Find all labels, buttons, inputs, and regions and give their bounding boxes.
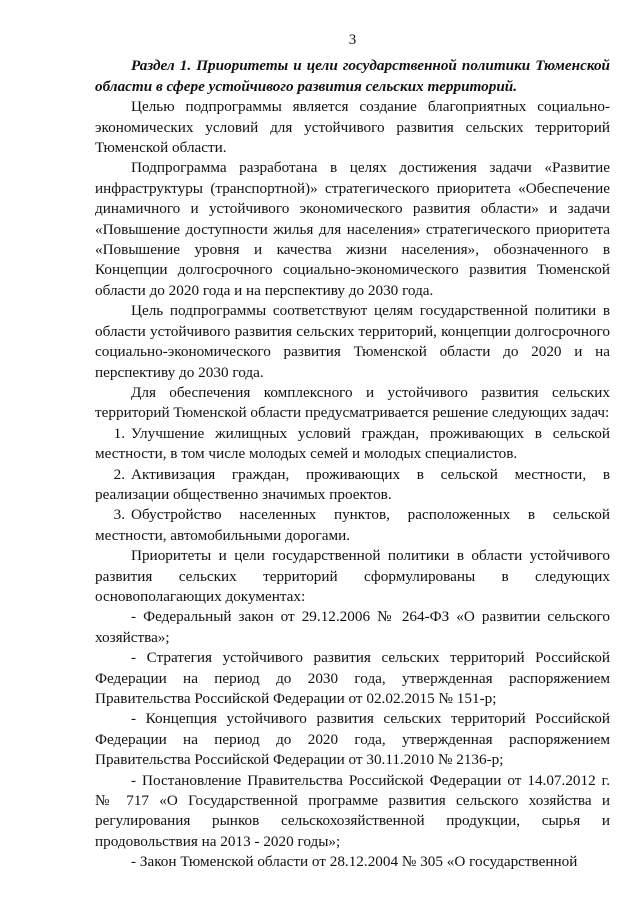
- document-item-strategy: - Стратегия устойчивого развития сельских территорий Российской Федерации на период до 2030 года, утвержденная распоряжением Правительства Российской Федерации от 02.02.2015 № 151-р;: [95, 649, 610, 707]
- task-number: 1.: [113, 424, 125, 442]
- paragraph-correspond: Цель подпрограммы соответствуют целям государственной политики в области устойчивого развития сельских территорий, концепции долгосрочного социально-экономического развития Тюменской области до 2020 и на перспективу до 2030 года.: [95, 302, 610, 381]
- document-item-government-resolution: - Постановление Правительства Российской Федерации от 14.07.2012 г. № 717 «О Государственной программе развития сельского хозяйства и регулирования рынков сельскохозяйственной продукции, сырья и продовольствия на 2013 - 2020 годы»;: [95, 771, 610, 850]
- task-item-1: [95, 424, 610, 465]
- page-number: 3: [348, 32, 357, 48]
- task-text: Активизация граждан, проживающих в сельской местности, в реализации общественно значимых проектов.: [95, 465, 610, 503]
- document-item-concept: - Концепция устойчивого развития сельских территорий Российской Федерации на период до 2020 года, утвержденная распоряжением Правительства Российской Федерации от 30.11.2010 № 2136-р;: [95, 710, 610, 769]
- paragraph-tasks-intro: Для обеспечения комплексного и устойчивого развития сельских территорий Тюменской области предусматривается решение следующих задач:: [95, 383, 610, 422]
- task-item-3: [95, 505, 610, 546]
- document-item-regional-law: - Закон Тюменской области от 28.12.2004 № 305 «О государственной: [131, 853, 578, 871]
- task-text: Улучшение жилищных условий граждан, проживающих в сельской местности, в том числе молодых семей и молодых специалистов.: [95, 424, 610, 463]
- task-text: Обустройство населенных пунктов, расположенных в сельской местности, автомобильными дорогами.: [95, 506, 610, 544]
- task-item-2: [95, 465, 610, 506]
- section-heading: Раздел 1. Приоритеты и цели государственной политики Тюменской области в сфере устойчивого развития сельских территорий.: [95, 57, 610, 95]
- document-page: [95, 30, 610, 873]
- document-item-federal-law: - Федеральный закон от 29.12.2006 № 264-ФЗ «О развитии сельского хозяйства»;: [95, 608, 610, 646]
- paragraph-developed: Подпрограмма разработана в целях достижения задачи «Развитие инфраструктуры (транспортной)» стратегического приоритета «Обеспечение динамичного и устойчивого экономического развития области» и задачи «Повышение доступности жилья для населения» стратегического приоритета «Повышение уровня и качества жизни населения», обозначенного в Концепции долгосрочного социально-экономического развития Тюменской области до 2020 года и на перспективу до 2030 года.: [95, 159, 610, 299]
- task-number: 3.: [113, 506, 125, 524]
- task-number: 2.: [113, 465, 125, 483]
- paragraph-goal: Целью подпрограммы является создание благоприятных социально-экономических условий для устойчивого развития сельских территорий Тюменской области.: [95, 98, 610, 157]
- paragraph-priorities-intro: Приоритеты и цели государственной политики в области устойчивого развития сельских территорий сформулированы в следующих основополагающих документах:: [95, 547, 610, 605]
